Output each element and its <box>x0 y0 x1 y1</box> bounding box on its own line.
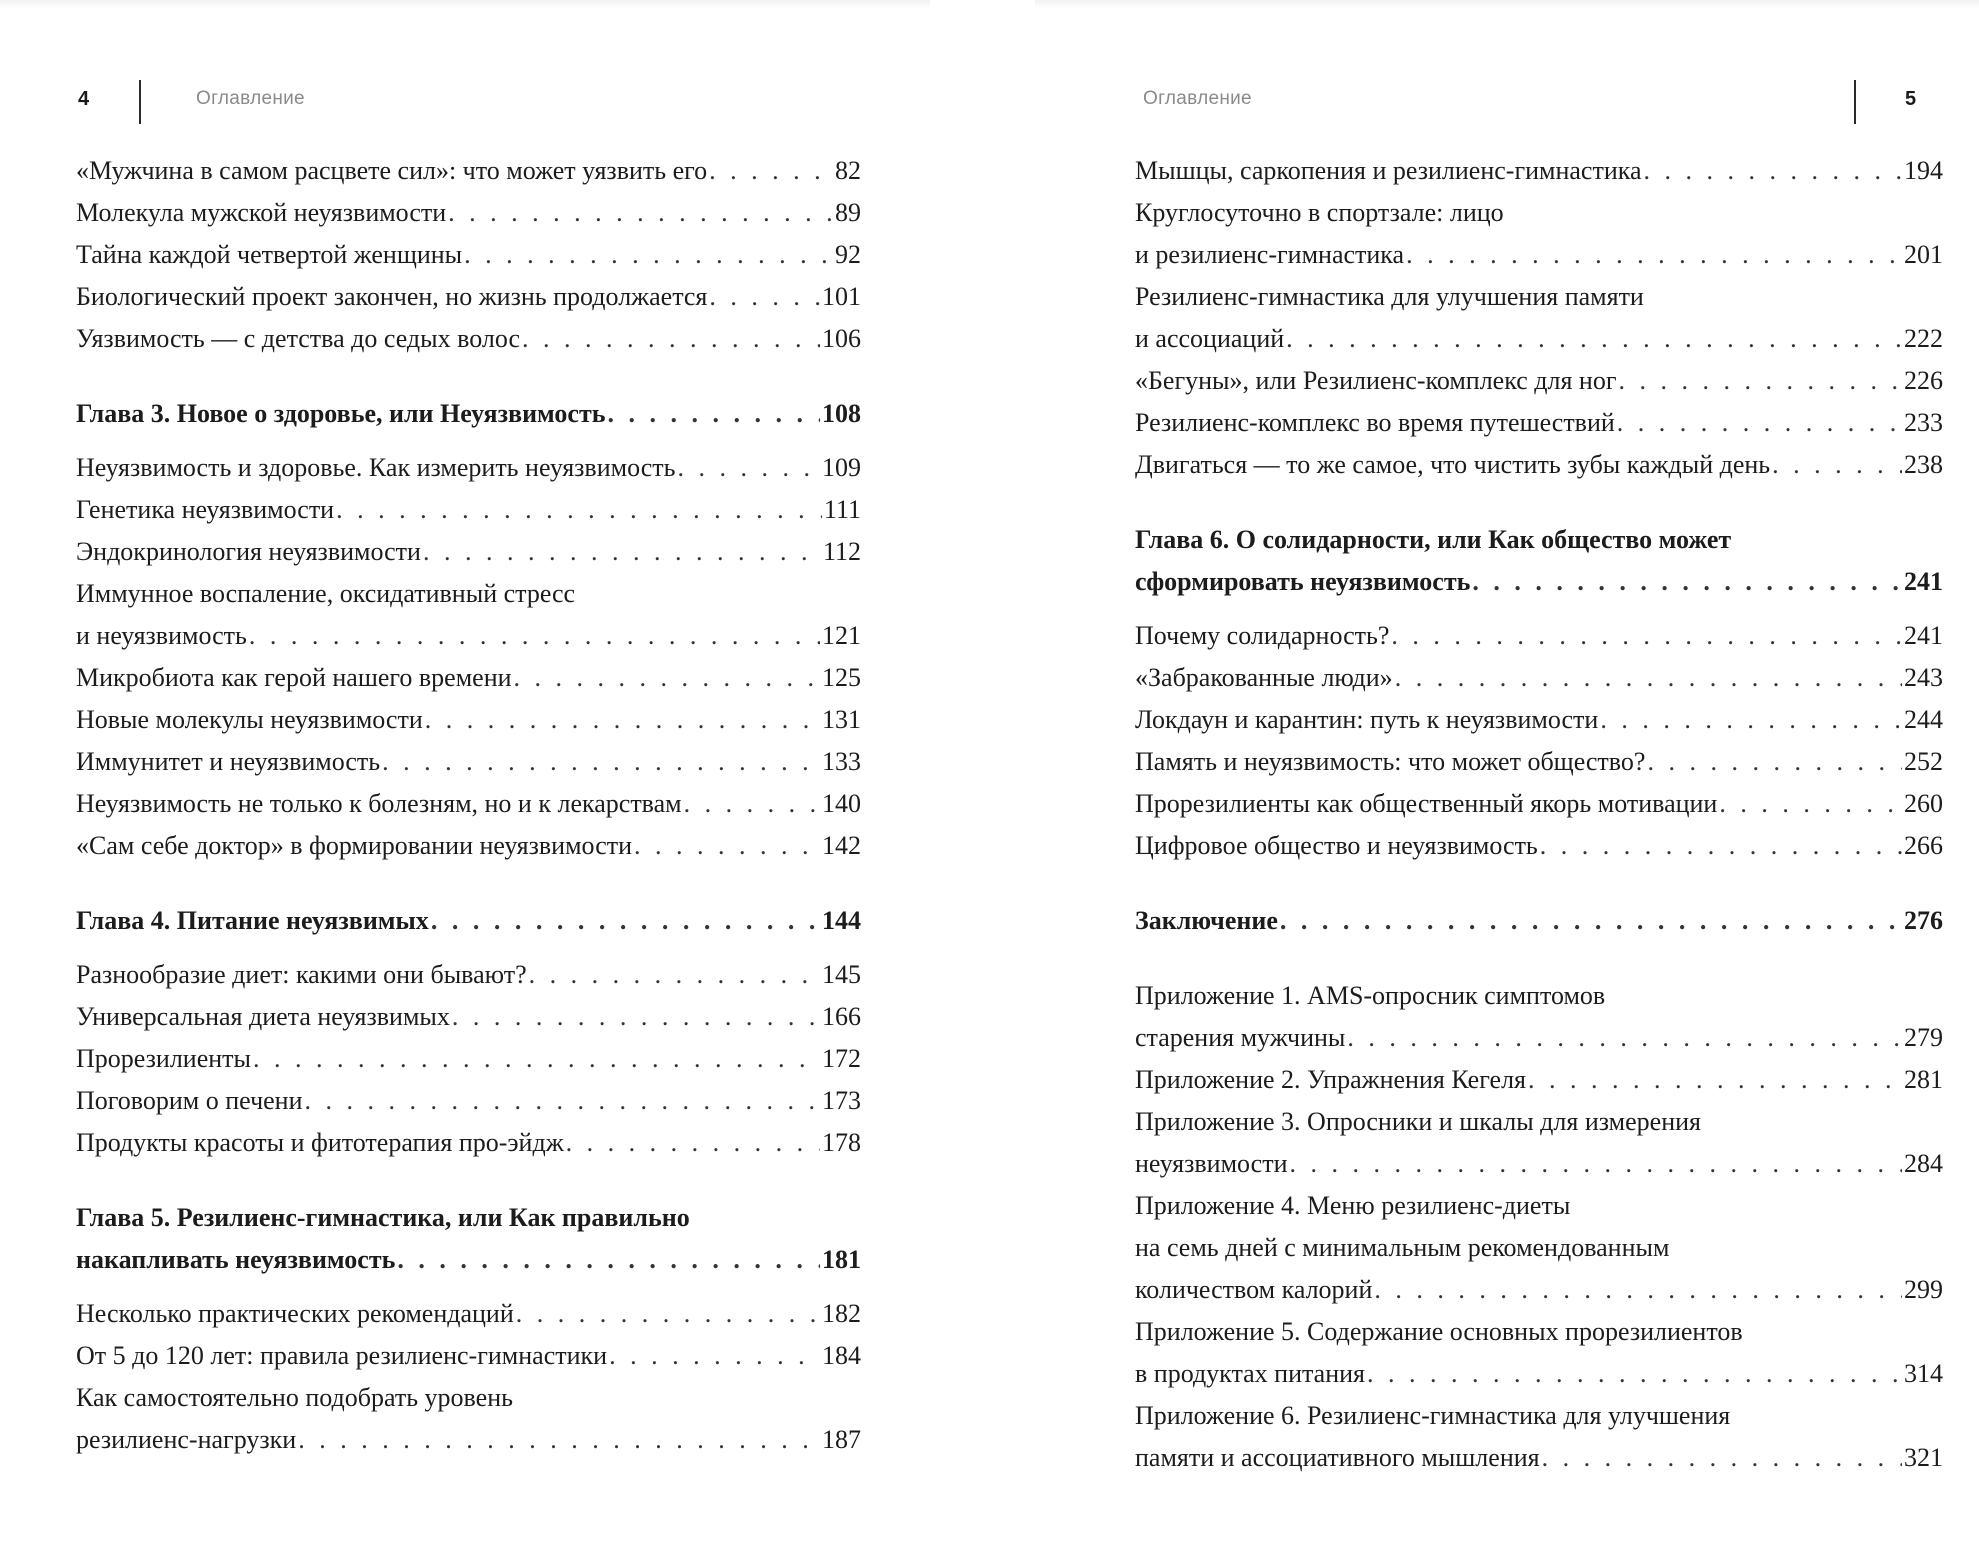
toc-entry[interactable]: Генетика неуязвимости . . . 111 <box>76 489 861 531</box>
toc-entry[interactable]: Тайна каждой четвертой женщины . . . 92 <box>76 234 861 276</box>
toc-entry[interactable]: Прорезилиенты . . . 172 <box>76 1038 861 1080</box>
toc-entry[interactable]: Приложение 2. Упражнения Кегеля . . . 281 <box>1135 1059 1943 1101</box>
toc-entry[interactable]: Как самостоятельно подобрать уровень резилиенс-нагрузки . . . 187 <box>76 1377 861 1461</box>
page-number: 4 <box>78 88 90 110</box>
toc-entry[interactable]: Приложение 3. Опросники и шкалы для измерения неуязвимости . . . 284 <box>1135 1101 1943 1185</box>
toc-entry[interactable]: Почему солидарность? . . . 241 <box>1135 615 1943 657</box>
toc-entry[interactable]: Несколько практических рекомендаций . . . 182 <box>76 1293 861 1335</box>
toc-entry[interactable]: Неуязвимость и здоровье. Как измерить неуязвимость . . . 109 <box>76 447 861 489</box>
left-page <box>0 0 930 1557</box>
toc-entry[interactable]: Разнообразие диет: какими они бывают? . . . 145 <box>76 954 861 996</box>
page-edge-shadow <box>0 0 930 8</box>
toc-entry[interactable]: От 5 до 120 лет: правила резилиенс-гимнастики . . . 184 <box>76 1335 861 1377</box>
toc-list-right <box>1135 150 1943 1479</box>
toc-list-left <box>76 150 861 1461</box>
toc-entry[interactable]: Продукты красоты и фитотерапия про-эйдж . . . 178 <box>76 1122 861 1164</box>
toc-entry[interactable]: Иммунное воспаление, оксидативный стресс и неуязвимость . . . 121 <box>76 573 861 657</box>
toc-entry[interactable]: Цифровое общество и неуязвимость . . . 266 <box>1135 825 1943 867</box>
toc-entry[interactable]: Биологический проект закончен, но жизнь продолжается . . . 101 <box>76 276 861 318</box>
toc-chapter-heading[interactable]: Глава 4. Питание неуязвимых . . . 144 <box>76 900 861 942</box>
toc-entry[interactable]: Эндокринология неуязвимости . . . 112 <box>76 531 861 573</box>
toc-entry[interactable]: Локдаун и карантин: путь к неуязвимости . . . 244 <box>1135 699 1943 741</box>
toc-entry[interactable]: Микробиота как герой нашего времени . . . 125 <box>76 657 861 699</box>
page-number: 5 <box>1905 88 1917 110</box>
toc-entry[interactable]: Приложение 5. Содержание основных прорезилиентов в продуктах питания . . . 314 <box>1135 1311 1943 1395</box>
toc-entry[interactable]: Новые молекулы неуязвимости . . . 131 <box>76 699 861 741</box>
running-head: Оглавление <box>1143 88 1252 109</box>
toc-entry[interactable]: «Забракованные люди» . . . 243 <box>1135 657 1943 699</box>
toc-entry[interactable]: Приложение 1. AMS-опросник симптомов старения мужчины . . . 279 <box>1135 975 1943 1059</box>
toc-chapter-heading[interactable]: Заключение . . . 276 <box>1135 900 1943 942</box>
toc-entry[interactable]: Мышцы, саркопения и резилиенс-гимнастика . . . 194 <box>1135 150 1943 192</box>
toc-entry[interactable]: «Бегуны», или Резилиенс-комплекс для ног . . . 226 <box>1135 360 1943 402</box>
toc-entry[interactable]: Резилиенс-комплекс во время путешествий . . . 233 <box>1135 402 1943 444</box>
toc-entry[interactable]: «Сам себе доктор» в формировании неуязвимости . . . 142 <box>76 825 861 867</box>
toc-entry[interactable]: Уязвимость — с детства до седых волос . . . 106 <box>76 318 861 360</box>
toc-entry[interactable]: Приложение 6. Резилиенс-гимнастика для улучшения памяти и ассоциативного мышления . . . 321 <box>1135 1395 1943 1479</box>
toc-entry[interactable]: Прорезилиенты как общественный якорь мотивации . . . 260 <box>1135 783 1943 825</box>
right-page <box>1035 0 1979 1557</box>
header-divider <box>139 80 141 124</box>
left-page-header <box>0 80 930 116</box>
toc-entry[interactable]: Универсальная диета неуязвимых . . . 166 <box>76 996 861 1038</box>
running-head: Оглавление <box>196 88 305 109</box>
page-edge-shadow <box>1035 0 1979 8</box>
toc-entry[interactable]: Резилиенс-гимнастика для улучшения памяти и ассоциаций . . . 222 <box>1135 276 1943 360</box>
toc-entry[interactable]: «Мужчина в самом расцвете сил»: что может уязвить его . . . 82 <box>76 150 861 192</box>
toc-chapter-heading[interactable]: Глава 6. О солидарности, или Как общество может сформировать неуязвимость . . . 241 <box>1135 519 1943 603</box>
toc-entry[interactable]: Поговорим о печени . . . 173 <box>76 1080 861 1122</box>
toc-entry[interactable]: Иммунитет и неуязвимость . . . 133 <box>76 741 861 783</box>
toc-chapter-heading[interactable]: Глава 3. Новое о здоровье, или Неуязвимость . . . 108 <box>76 393 861 435</box>
toc-entry[interactable]: Круглосуточно в спортзале: лицо и резилиенс-гимнастика . . . 201 <box>1135 192 1943 276</box>
toc-chapter-heading[interactable]: Глава 5. Резилиенс-гимнастика, или Как правильно накапливать неуязвимость . . . 181 <box>76 1197 861 1281</box>
toc-entry[interactable]: Приложение 4. Меню резилиенс-диеты на семь дней с минимальным рекомендованным количеством калорий . . . 299 <box>1135 1185 1943 1311</box>
toc-entry[interactable]: Двигаться — то же самое, что чистить зубы каждый день . . . 238 <box>1135 444 1943 486</box>
toc-entry[interactable]: Память и неуязвимость: что может общество? . . . 252 <box>1135 741 1943 783</box>
header-divider <box>1854 80 1856 124</box>
right-page-header <box>1035 80 1979 116</box>
toc-entry[interactable]: Неуязвимость не только к болезням, но и к лекарствам . . . 140 <box>76 783 861 825</box>
toc-entry[interactable]: Молекула мужской неуязвимости . . . 89 <box>76 192 861 234</box>
